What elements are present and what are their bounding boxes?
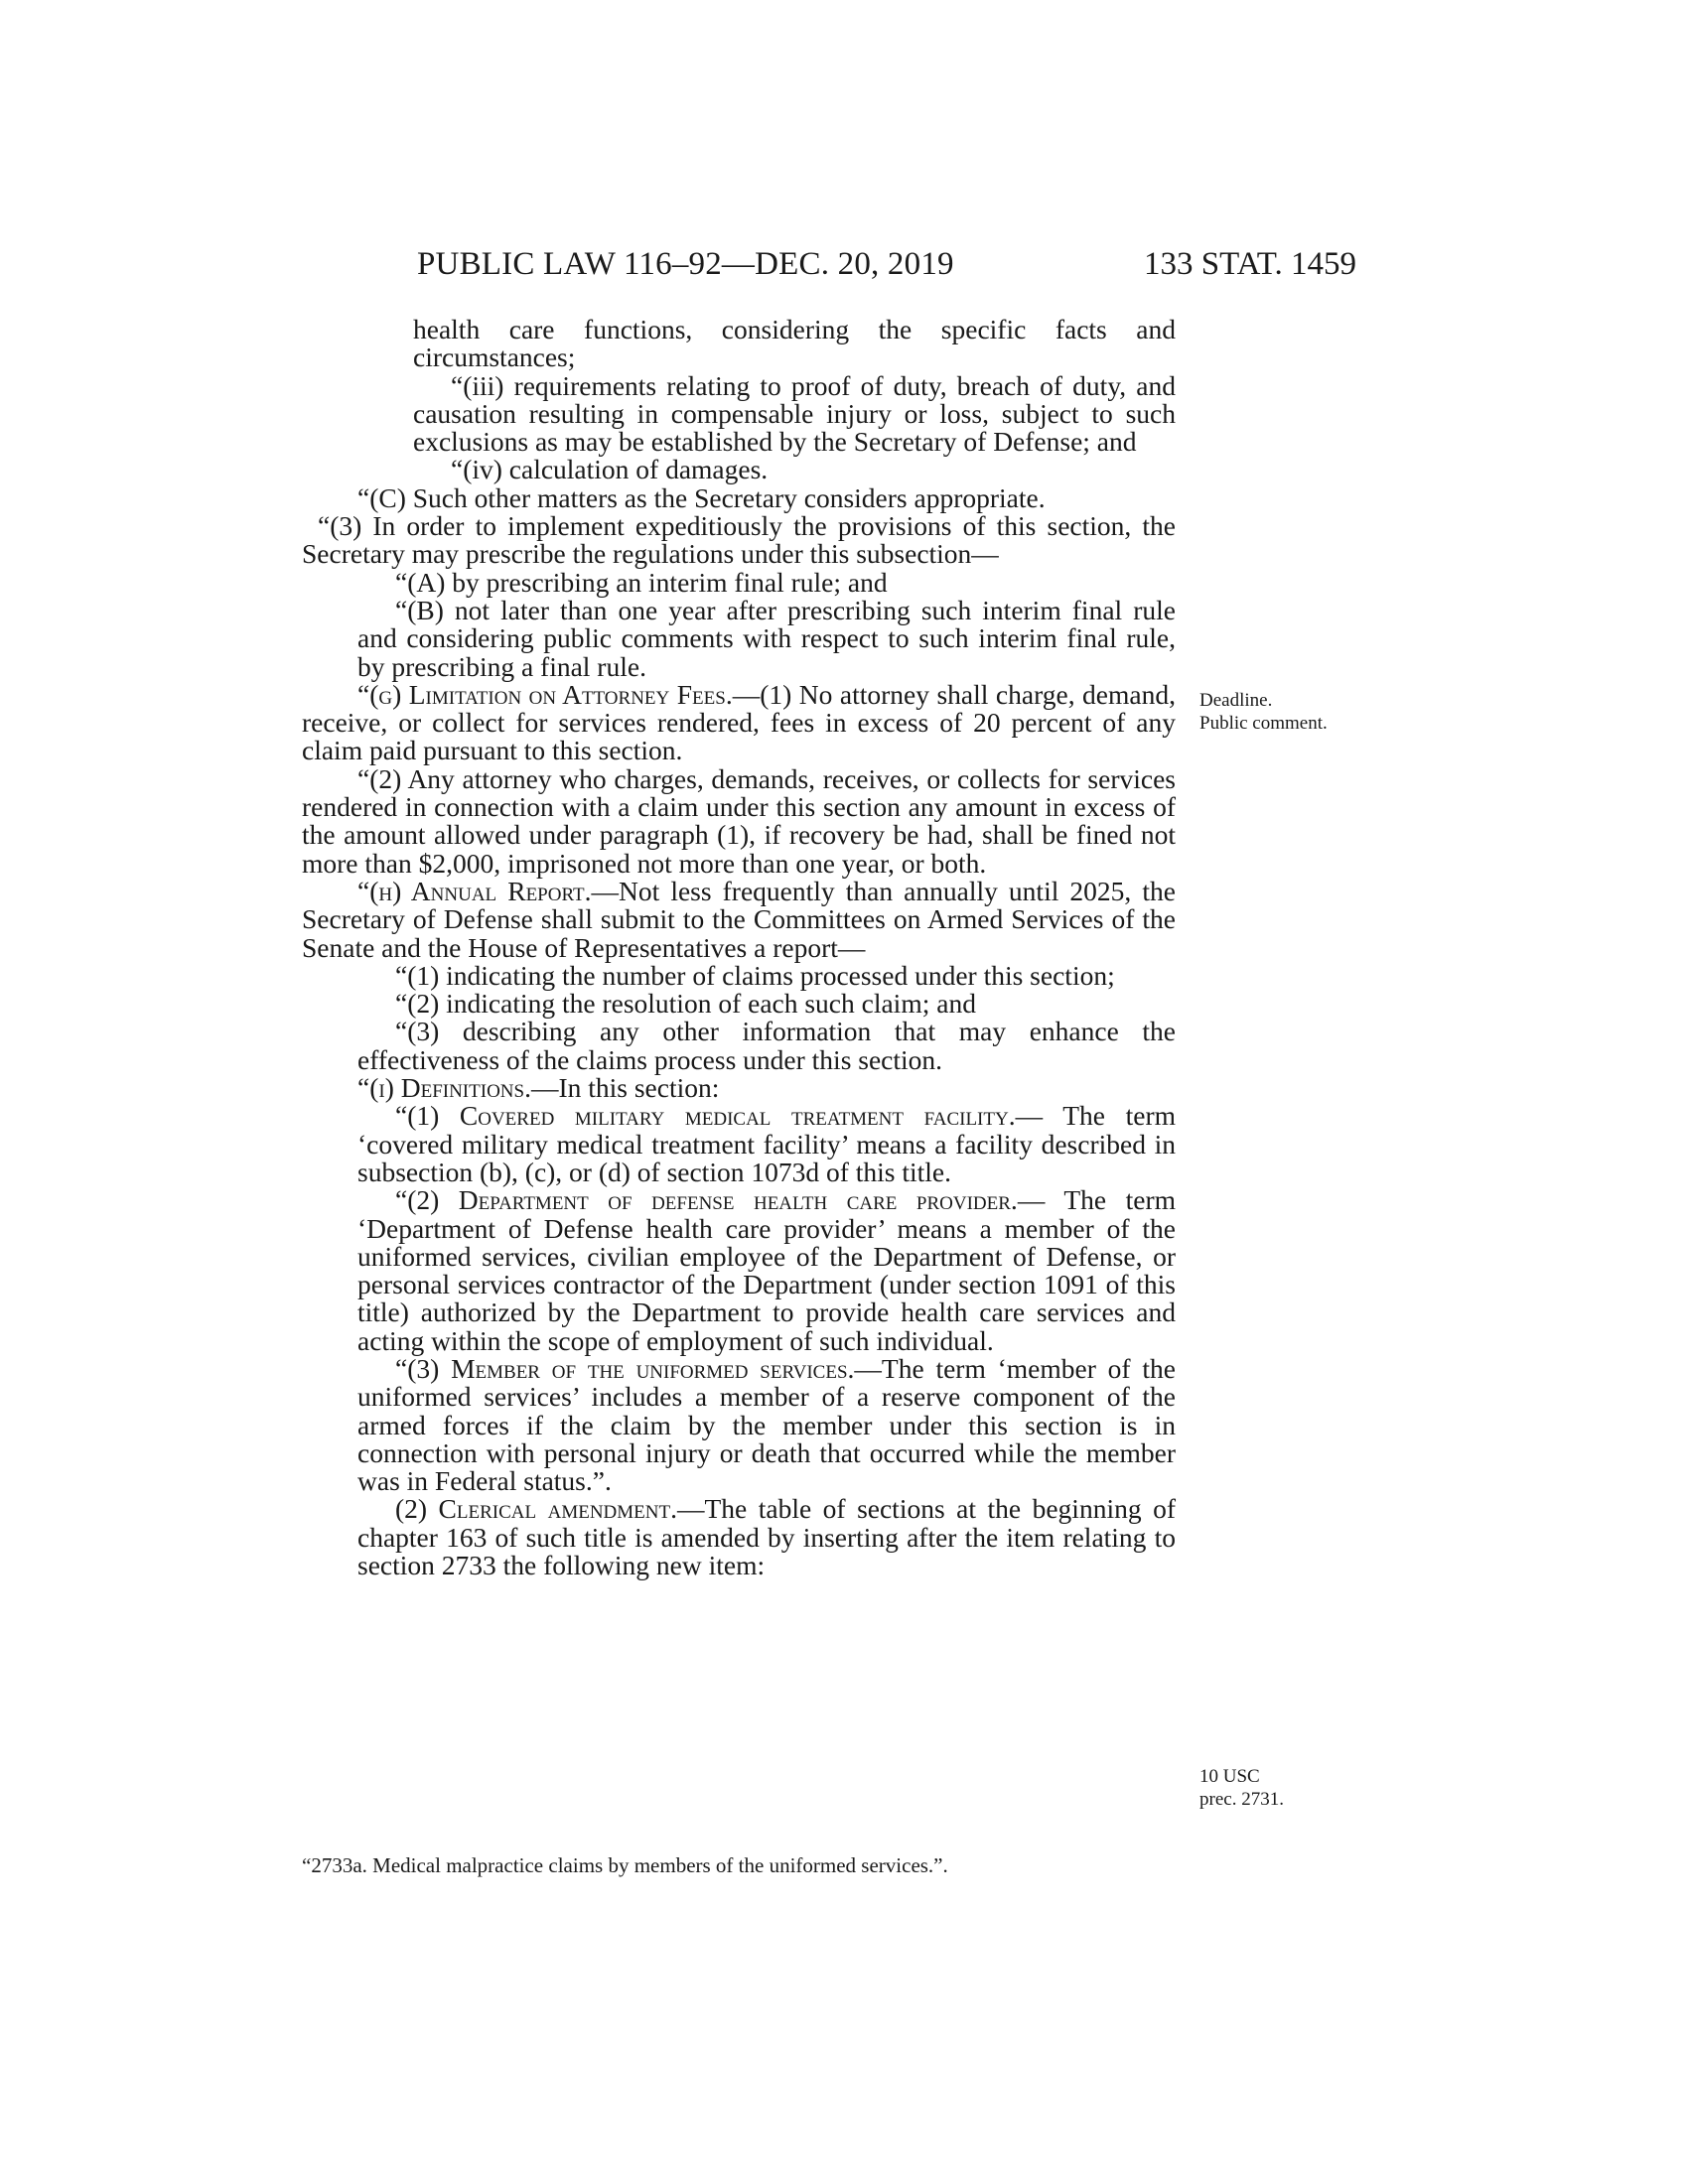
subsection-g-heading: “(g) Limitation on Attorney Fees. [357,678,733,710]
paragraph-A: “(A) by prescribing an interim final rule; and [395,566,888,598]
report-item-1: “(1) indicating the number of claims processed under this section; [395,959,1115,991]
margin-note-usc [1199,1765,1284,1811]
subsection-i-text: —In this section: [530,1072,720,1104]
clerical-amendment [302,1495,1176,1579]
definition-1-text: — The term ‘covered military medical treatment facility’ means a facility described in subsection (b), (c), or (d) of section 1073d of this title. [357,1100,1176,1187]
paragraph-C: “(C) Such other matters as the Secretary considers appropriate. [357,481,1046,513]
subsection-h-heading: “(h) Annual Report. [357,875,592,906]
report-item-2: “(2) indicating the resolution of each such claim; and [395,988,976,1020]
paragraph-iii: “(iii) requirements relating to proof of duty, breach of duty, and causation resulting in compensable injury or loss, subject to such exclusions as may be established by the Secretary of Defense; and [413,369,1176,458]
report-item-3: “(3) describing any other information that may enhance the effectiveness of the claims process under this section. [357,1016,1176,1075]
subsection-g [302,678,1176,766]
subsection-h [302,875,1176,963]
statute-body [302,316,1176,1579]
clerical-amendment-heading: (2) Clerical amendment. [395,1493,677,1525]
margin-note-deadline-line1: Deadline. [1199,690,1273,711]
subsection-g-2: “(2) Any attorney who charges, demands, receives, or collects for services rendered in connection with a claim under this section any amount in excess of the amount allowed under paragraph (1), if recovery be had, shall be fined not more than $2,000, imprisoned not more than one year, or both. [302,762,1176,879]
definition-2-text: — The term ‘Department of Defense health care provider’ means a member of the uniformed services, civilian employee of the Department of Defense, or personal services contractor of the Department (under section 1091 of this title) authorized by the Department to provide health care services and acting within the scope of employment of such individual. [357,1184,1176,1356]
paragraph-3: “(3) In order to implement expeditiously the provisions of this section, the Secretary may prescribe the regulations under this subsection— [302,510,1176,570]
margin-note-usc-line2: prec. 2731. [1199,1789,1284,1810]
margin-note-deadline [1199,689,1328,735]
margin-note-deadline-line2: Public comment. [1199,713,1328,734]
definition-3-text: —The term ‘member of the uniformed services’ includes a member of a reserve component of the armed forces if the claim by the member under this section is in connection with personal injury or death that occurred while the member was in Federal status.”. [357,1352,1176,1497]
subsection-i-heading: “(i) Definitions. [357,1072,531,1104]
definition-1 [302,1102,1176,1186]
paragraph-iv: “(iv) calculation of damages. [451,454,769,485]
definition-2 [302,1186,1176,1355]
running-head: PUBLIC LAW 116–92—DEC. 20, 2019 [417,246,954,282]
margin-note-usc-line1: 10 USC [1199,1766,1260,1787]
subsection-i [302,1074,1176,1102]
subsection-h-text: —Not less frequently than annually until 2025, the Secretary of Defense shall submit to the Committees on Armed Services of the Senate and the House of Representatives a report— [302,875,1176,963]
new-table-item: “2733a. Medical malpractice claims by members of the uniformed services.”. [302,1853,948,1877]
paragraph-continuation: health care functions, considering the specific facts and circumstances; [413,314,1176,373]
subsection-g-text: —(1) No attorney shall charge, demand, receive, or collect for services rendered, fees in excess of 20 percent of any claim paid pursuant to this section. [302,678,1176,766]
definition-3 [302,1352,1176,1497]
definition-1-heading: “(1) Covered military medical treatment facility. [395,1100,1016,1132]
clerical-amendment-text: —The table of sections at the beginning of chapter 163 of such title is amended by inserting after the item relating to section 2733 the following new item: [357,1493,1176,1581]
definition-2-heading: “(2) Department of defense health care provider. [395,1184,1018,1216]
paragraph-B: “(B) not later than one year after prescribing such interim final rule and considering public comments with respect to such interim final rule, by prescribing a final rule. [357,594,1176,682]
definition-3-heading: “(3) Member of the uniformed services. [395,1352,855,1384]
page-folio: 133 STAT. 1459 [1144,246,1357,282]
